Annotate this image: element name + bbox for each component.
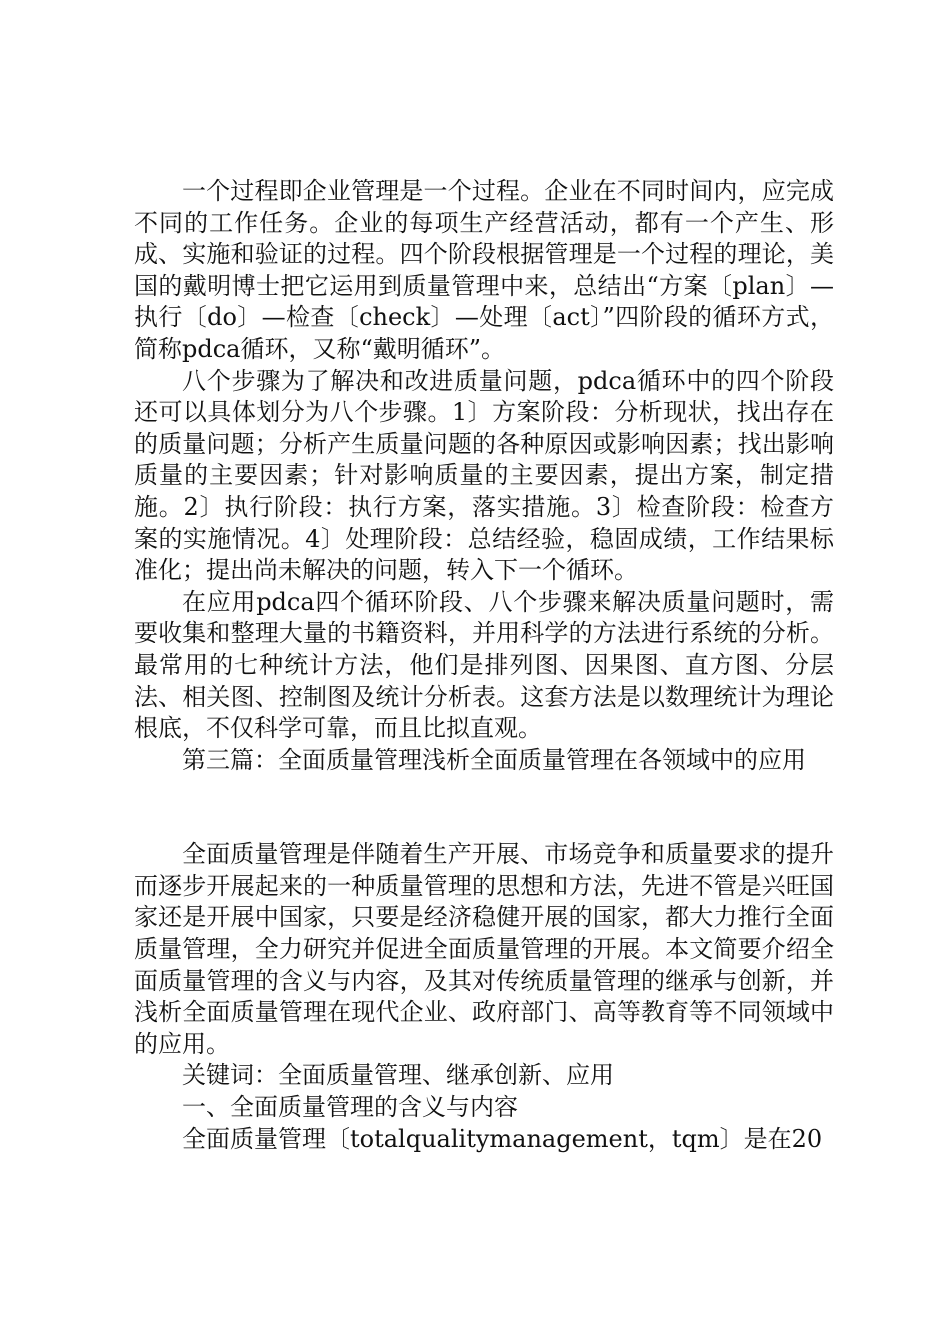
paragraph-tqm-definition: 全面质量管理〔totalqualitymanagement，tqm〕是在20 xyxy=(182,1124,823,1153)
paragraph-pdca-process: 一个过程即企业管理是一个过程。企业在不同时间内，应完成不同的工作任务。企业的每项生产经营活动，都有一个产生、形成、实施和验证的过程。四个阶段根据管理是一个过程的理论，美国的戴明博士把它运用到质量管理中来，总结出“方案〔plan〕—执行〔do〕—检查〔check〕—处理〔act〕”四阶段的循环方式，简称pdca循环，又称“戴明循环”。 xyxy=(134,177,834,363)
paragraph-statistical-methods: 在应用pdca四个循环阶段、八个步骤来解决质量问题时，需要收集和整理大量的书籍资料，并用科学的方法进行系统的分析。最常用的七种统计方法，他们是排列图、因果图、直方图、分层法、相关图、控制图及统计分析表。这套方法是以数理统计为理论根底，不仅科学可靠，而且比拟直观。 xyxy=(134,587,834,743)
paragraph-tqm-abstract: 全面质量管理是伴随着生产开展、市场竞争和质量要求的提升而逐步开展起来的一种质量管理的思想和方法，先进不管是兴旺国家还是开展中国家，只要是经济稳健开展的国家，都大力推行全面质量管理，全力研究并促进全面质量管理的开展。本文简要介绍全面质量管理的含义与内容，及其对传统质量管理的继承与创新，并浅析全面质量管理在现代企业、政府部门、高等教育等不同领域中的应用。 xyxy=(134,840,834,1058)
keywords-line: 关键词：全面质量管理、继承创新、应用 xyxy=(182,1061,614,1090)
paragraph-eight-steps: 八个步骤为了解决和改进质量问题，pdca循环中的四个阶段还可以具体划分为八个步骤。1〕方案阶段：分析现状，找出存在的质量问题；分析产生质量问题的各种原因或影响因素；找出影响质量的主要因素；针对影响质量的主要因素，提出方案，制定措施。2〕执行阶段：执行方案，落实措施。3〕检查阶段：检查方案的实施情况。4〕处理阶段：总结经验，稳固成绩，工作结果标准化；提出尚未解决的问题，转入下一个循环。 xyxy=(134,366,834,585)
section-title-third-article: 第三篇：全面质量管理浅析全面质量管理在各领域中的应用 xyxy=(182,745,806,774)
section-gap xyxy=(134,776,834,839)
subheading-tqm-meaning: 一、全面质量管理的含义与内容 xyxy=(182,1093,518,1122)
document-body xyxy=(134,176,834,1155)
